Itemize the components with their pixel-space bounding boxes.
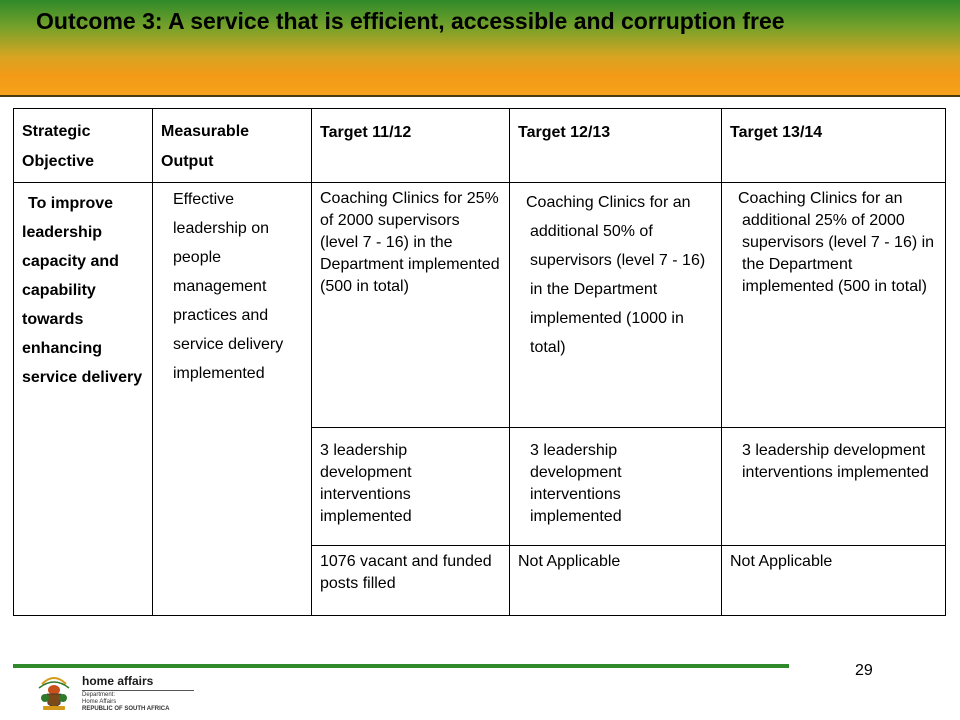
measurable-output-text: Effective leadership on people management practices and service delivery implemented bbox=[173, 191, 284, 382]
target-12-13-cell: 3 leadership development interventions implemented bbox=[510, 428, 722, 546]
logo-rule bbox=[82, 690, 194, 691]
logo-dept-line-2: Home Affairs bbox=[82, 699, 117, 705]
target-12-13-cell: Coaching Clinics for an additional 50% of supervisors (level 7 - 16) in the Department implemented (1000 in total) bbox=[510, 183, 722, 428]
slide-title: Outcome 3: A service that is efficient, accessible and corruption free bbox=[36, 8, 785, 34]
table-header-row bbox=[14, 109, 946, 183]
logo-brand-text: home affairs bbox=[82, 674, 154, 688]
header-target-11-12: Target 11/12 bbox=[312, 109, 510, 183]
page-number: 29 bbox=[855, 662, 873, 679]
target-13-14-cell: 3 leadership development interventions implemented bbox=[722, 428, 946, 546]
coat-of-arms-icon bbox=[36, 674, 72, 712]
logo-dept-line-3: REPUBLIC OF SOUTH AFRICA bbox=[82, 706, 170, 712]
header-target-12-13: Target 12/13 bbox=[510, 109, 722, 183]
home-affairs-logo bbox=[30, 672, 200, 716]
measurable-output-cell bbox=[153, 183, 312, 616]
targets-table bbox=[13, 108, 946, 616]
target-13-14-cell: Not Applicable bbox=[722, 546, 946, 616]
header-measurable-output: Measurable Output bbox=[153, 109, 312, 183]
target-11-12-cell: 1076 vacant and funded posts filled bbox=[312, 546, 510, 616]
title-banner bbox=[0, 0, 960, 97]
strategic-objective-text: To improve leadership capacity and capability towards enhancing service delivery bbox=[22, 195, 143, 386]
table-row bbox=[14, 183, 946, 428]
header-strategic-objective: Strategic Objective bbox=[14, 109, 153, 183]
strategic-objective-cell bbox=[14, 183, 153, 616]
header-target-13-14: Target 13/14 bbox=[722, 109, 946, 183]
target-12-13-cell: Not Applicable bbox=[510, 546, 722, 616]
target-13-14-cell: Coaching Clinics for an additional 25% of 2000 supervisors (level 7 - 16) in the Department implemented (500 in total) bbox=[722, 183, 946, 428]
target-11-12-cell: 3 leadership development interventions implemented bbox=[312, 428, 510, 546]
logo-dept-line-1: Department: bbox=[82, 692, 116, 698]
target-11-12-cell: Coaching Clinics for 25% of 2000 supervisors (level 7 - 16) in the Department implemented (500 in total) bbox=[312, 183, 510, 428]
footer-divider bbox=[13, 664, 789, 668]
